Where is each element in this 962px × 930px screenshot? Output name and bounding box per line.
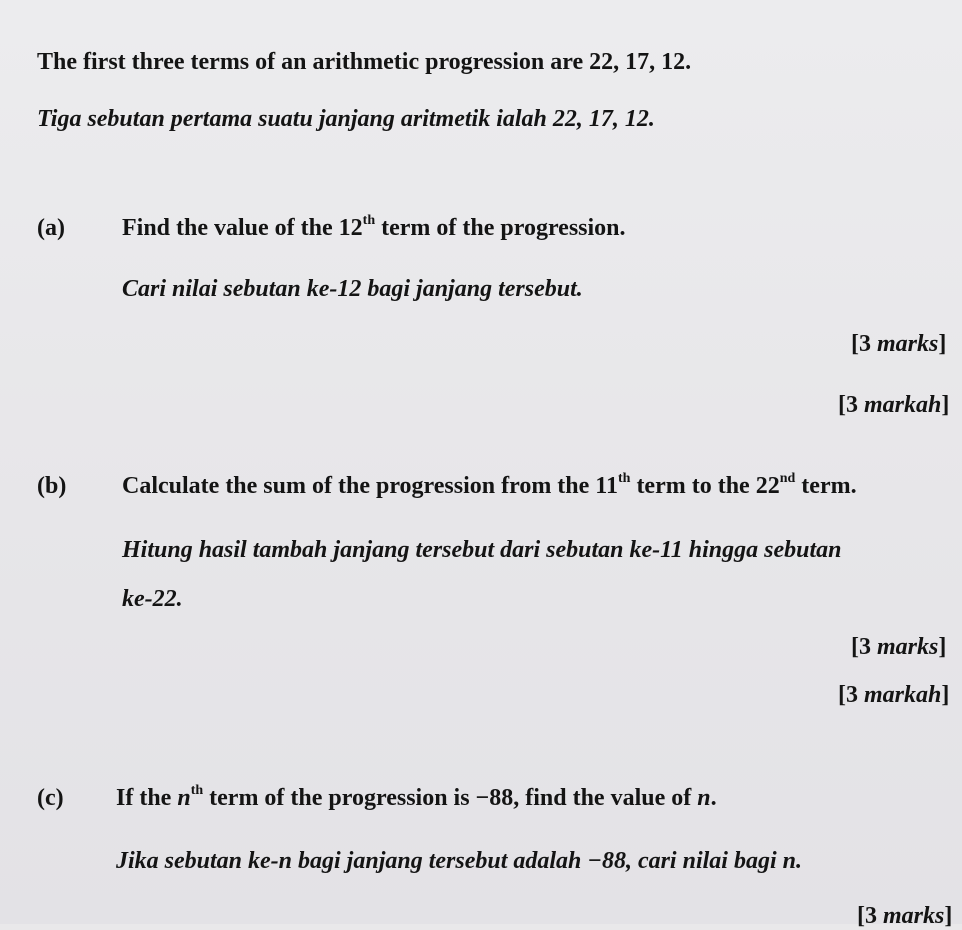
part-c-marks-en-open: [3 — [857, 903, 883, 929]
part-c-ordinal-suffix: th — [190, 783, 204, 798]
part-a-text-before: Find the value of the — [122, 215, 339, 241]
part-c-variable-n-end: n — [697, 785, 711, 811]
part-b-marks-ms-open: [3 — [838, 682, 864, 708]
part-b-marks-ms-word: markah — [864, 682, 942, 708]
part-a-marks-ms-open: [3 — [838, 392, 864, 418]
part-c-marks-english — [857, 902, 952, 930]
part-c-text-after: term of the progression is −88, find the value of — [203, 785, 698, 811]
part-a-question-english — [122, 214, 626, 242]
part-a-term-number: 12 — [338, 215, 363, 241]
part-b-question-english — [122, 472, 857, 500]
intro-english: The first three terms of an arithmetic progression are 22, 17, 12. — [37, 49, 692, 75]
part-b-text-mid: term to the — [630, 473, 756, 499]
part-b-ordinal-suffix-end: nd — [779, 471, 796, 486]
part-b-marks-english — [851, 633, 946, 661]
part-b-marks-en-close: ] — [938, 634, 947, 660]
part-a-question-malay: Cari nilai sebutan ke-12 bagi janjang tersebut. — [122, 276, 583, 302]
part-b-ordinal-suffix-start: th — [617, 471, 631, 486]
part-c-text-before: If the — [116, 785, 178, 811]
part-a-marks-en-open: [3 — [851, 331, 877, 357]
part-c-full-stop: . — [710, 785, 717, 811]
part-a-marks-english — [851, 330, 946, 358]
part-a-marks-ms-close: ] — [941, 392, 950, 418]
part-b-marks-malay — [838, 681, 949, 709]
part-a-marks-en-close: ] — [938, 331, 947, 357]
part-a-label: (a) — [37, 215, 65, 241]
part-a-marks-en-word: marks — [877, 331, 939, 357]
part-c-question-english — [116, 784, 717, 812]
part-c-variable-n: n — [177, 785, 191, 811]
part-a-marks-malay — [838, 391, 949, 419]
part-c-label: (c) — [37, 785, 64, 811]
part-b-term-number-start: 11 — [595, 473, 618, 499]
part-b-question-malay-line2: ke-22. — [122, 586, 183, 612]
part-b-marks-ms-close: ] — [941, 682, 950, 708]
part-b-term-number-end: 22 — [755, 473, 780, 499]
part-b-marks-en-word: marks — [877, 634, 939, 660]
part-b-text-before: Calculate the sum of the progression from the — [122, 473, 596, 499]
part-a-text-after: term of the progression. — [375, 215, 626, 241]
part-b-label: (b) — [37, 473, 67, 499]
part-b-marks-en-open: [3 — [851, 634, 877, 660]
part-b-question-malay-line1: Hitung hasil tambah janjang tersebut dari sebutan ke-11 hingga sebutan — [122, 537, 842, 563]
intro-malay: Tiga sebutan pertama suatu janjang aritmetik ialah 22, 17, 12. — [37, 106, 655, 132]
part-a-marks-ms-word: markah — [864, 392, 942, 418]
part-a-ordinal-suffix: th — [362, 213, 376, 228]
part-c-marks-en-word: marks — [883, 903, 945, 929]
part-c-marks-en-close: ] — [944, 903, 953, 929]
part-b-text-after: term. — [795, 473, 857, 499]
part-c-question-malay: Jika sebutan ke-n bagi janjang tersebut adalah −88, cari nilai bagi n. — [116, 848, 802, 874]
